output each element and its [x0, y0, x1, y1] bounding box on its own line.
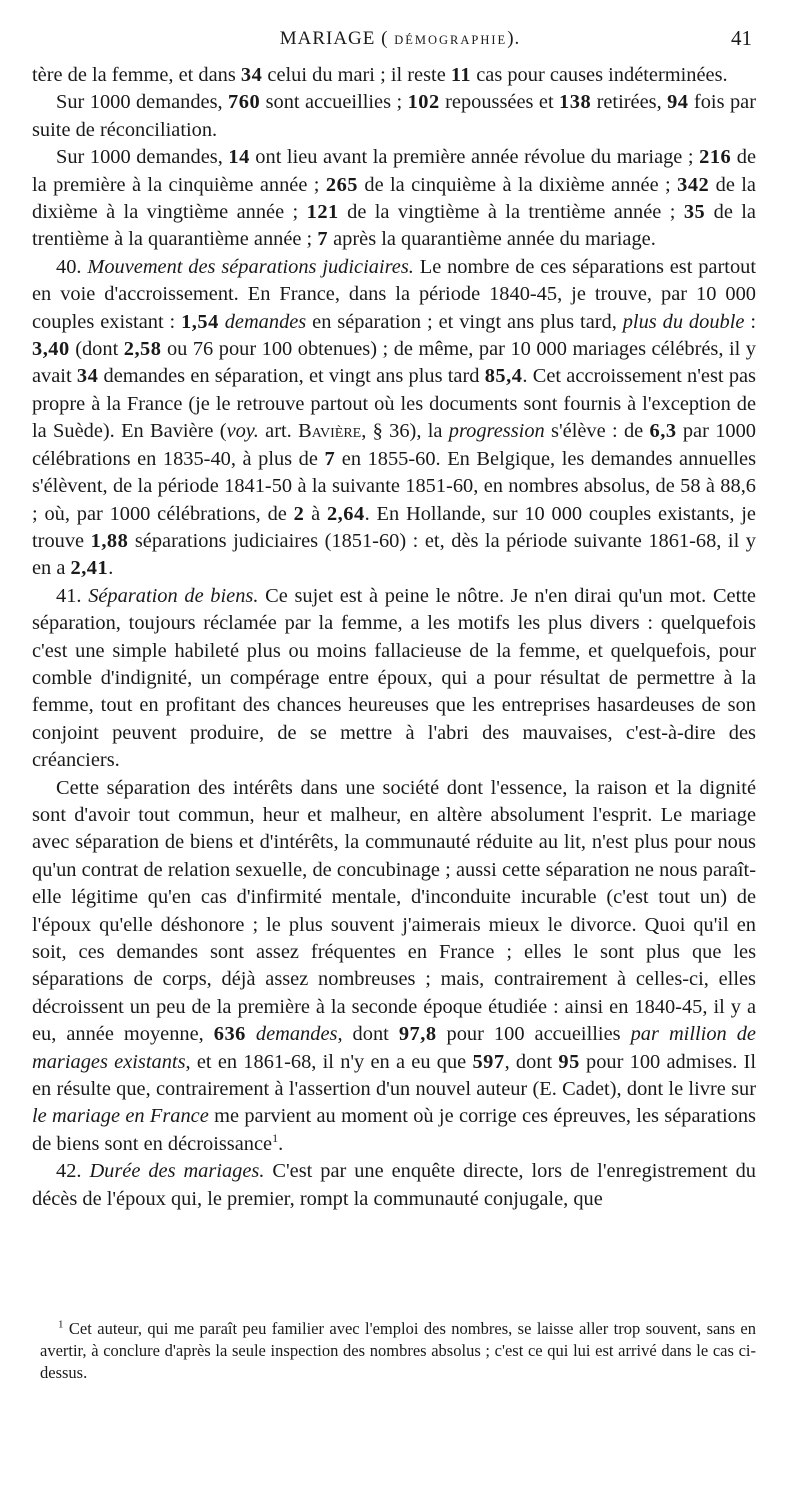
- running-head-subtitle: DÉMOGRAPHIE: [394, 33, 508, 47]
- running-head: MARIAGE ( DÉMOGRAPHIE).: [279, 28, 521, 49]
- page-header: [0, 24, 800, 54]
- paragraph-separation-interets: Cette séparation des intérêts dans une société dont l'essence, la raison et la dignité sont d'avoir tout commun, heur et malheur, en altère absolument l'esprit. Le mariage avec séparation de biens et d'intérêts, la communauté réduite au lit, n'est plus pour nous qu'un contrat de relation sexuelle, de concubinage ; aussi cette séparation ne nous paraît-elle légitime qu'en cas d'infirmité mentale, d'inconduite incurable (c'est tout un) de l'époux qu'elle déshonore ; le plus souvent j'aimerais mieux le divorce. Quoi qu'il en soit, ces demandes sont assez fréquentes en France ; elles le sont plus que les séparations de corps, déjà assez nombreuses ; mais, contrairement à celles-ci, elles décroissent un peu de la première à la seconde époque étudiée : ainsi en 1840-45, il y a eu, année moyenne, 636 demandes, dont 97,8 pour 100 accueillies par million de mariages existants, et en 1861-68, il n'y en a eu que 597, dont 95 pour 100 admises. Il en résulte que, contrairement à l'assertion d'un nouvel auteur (E. Cadet), dont le livre sur le mariage en France me parvient au moment où je corrige ces épreuves, les séparations de biens sont en décroissance$^1$.: [32, 776, 756, 1155]
- section-number: 42.: [56, 1160, 90, 1183]
- section-title: Durée des mariages.: [89, 1160, 265, 1183]
- body-text: [32, 62, 756, 1213]
- footnote: $^1$ Cet auteur, qui me paraît peu familier avec l'emploi des nombres, se laisse aller trop souvent, sans en avertir, à conclure d'après la seule inspection des nombres absolus ; c'est ce qui lui est arrivé dans le cas ci-dessus.: [40, 1318, 756, 1382]
- section-number: 41.: [56, 584, 89, 607]
- footnote-reference: 1: [272, 1131, 279, 1146]
- section-41-paragraph: 41. Séparation de biens. Ce sujet est à peine le nôtre. Je n'en dirai qu'un mot. Cette séparation, toujours réclamée par la femme, a les motifs les plus divers : quelquefois c'est une simple habileté plus ou moins fallacieuse de la femme, et quelquefois, pour comble d'indignité, un compérage entre époux, qui a pour résultat de permettre à la femme, tout en profitant des chances heureuses que les entreprises hasardeuses de son conjoint peuvent produire, de se mettre à l'abri des mauvaises, c'est-à-dire des créanciers.: [32, 584, 756, 772]
- section-40-paragraph: 40. Mouvement des séparations judiciaires. Le nombre de ces séparations est partout en voie d'accroissement. En France, dans la période 1840-45, je trouve, par 10 000 couples existant : 1,54 demandes en séparation ; et vingt ans plus tard, plus du double : 3,40 (dont 2,58 ou 76 pour 100 obtenues) ; de même, par 10 000 mariages célébrés, il y avait 34 demandes en séparation, et vingt ans plus tard 85,4. Cet accroissement n'est pas propre à la France (je le retrouve partout où les documents sont fournis à l'exception de la Suède). En Bavière (voy. art. Bavière, § 36), la progression s'élève : de 6,3 par 1000 célébrations en 1835-40, à plus de 7 en 1855-60. En Belgique, les demandes annuelles s'élèvent, de la période 1841-50 à la suivante 1851-60, en nombres absolus, de 58 à 88,6 ; où, par 1000 célébrations, de 2 à 2,64. En Hollande, sur 10 000 couples existants, je trouve 1,88 séparations judiciaires (1851-60) : et, dès la période suivante 1861-68, il y en a 2,41.: [32, 255, 757, 580]
- section-title: Mouvement des séparations judiciaires.: [87, 255, 414, 278]
- section-number: 40.: [56, 255, 88, 278]
- section-title: Séparation de biens.: [88, 584, 259, 607]
- paragraph-demandes-accueillies: Sur 1000 demandes, 760 sont accueillies ; 102 repoussées et 138 retirées, 94 fois par suite de réconciliation.: [32, 91, 756, 141]
- paragraph-continued: tère de la femme, et dans 34 celui du mari ; il reste 11 cas pour causes indéterminées.: [32, 64, 728, 86]
- paragraph-demandes-duree: Sur 1000 demandes, 14 ont lieu avant la première année révolue du mariage ; 216 de la première à la cinquième année ; 265 de la cinquième à la dixième année ; 342 de la dixième à la vingtième année ; 121 de la vingtième à la trentième année ; 35 de la trentième à la quarantième année ; 7 après la quarantième année du mariage.: [32, 146, 757, 251]
- footnote-mark: 1: [58, 1318, 64, 1331]
- page-number: 41: [731, 26, 752, 50]
- section-42-paragraph: 42. Durée des mariages. C'est par une enquête directe, lors de l'enregistrement du décès de l'époux qui, le premier, rompt la communauté conjugale, que: [32, 1160, 757, 1210]
- footnotes: [40, 1318, 756, 1384]
